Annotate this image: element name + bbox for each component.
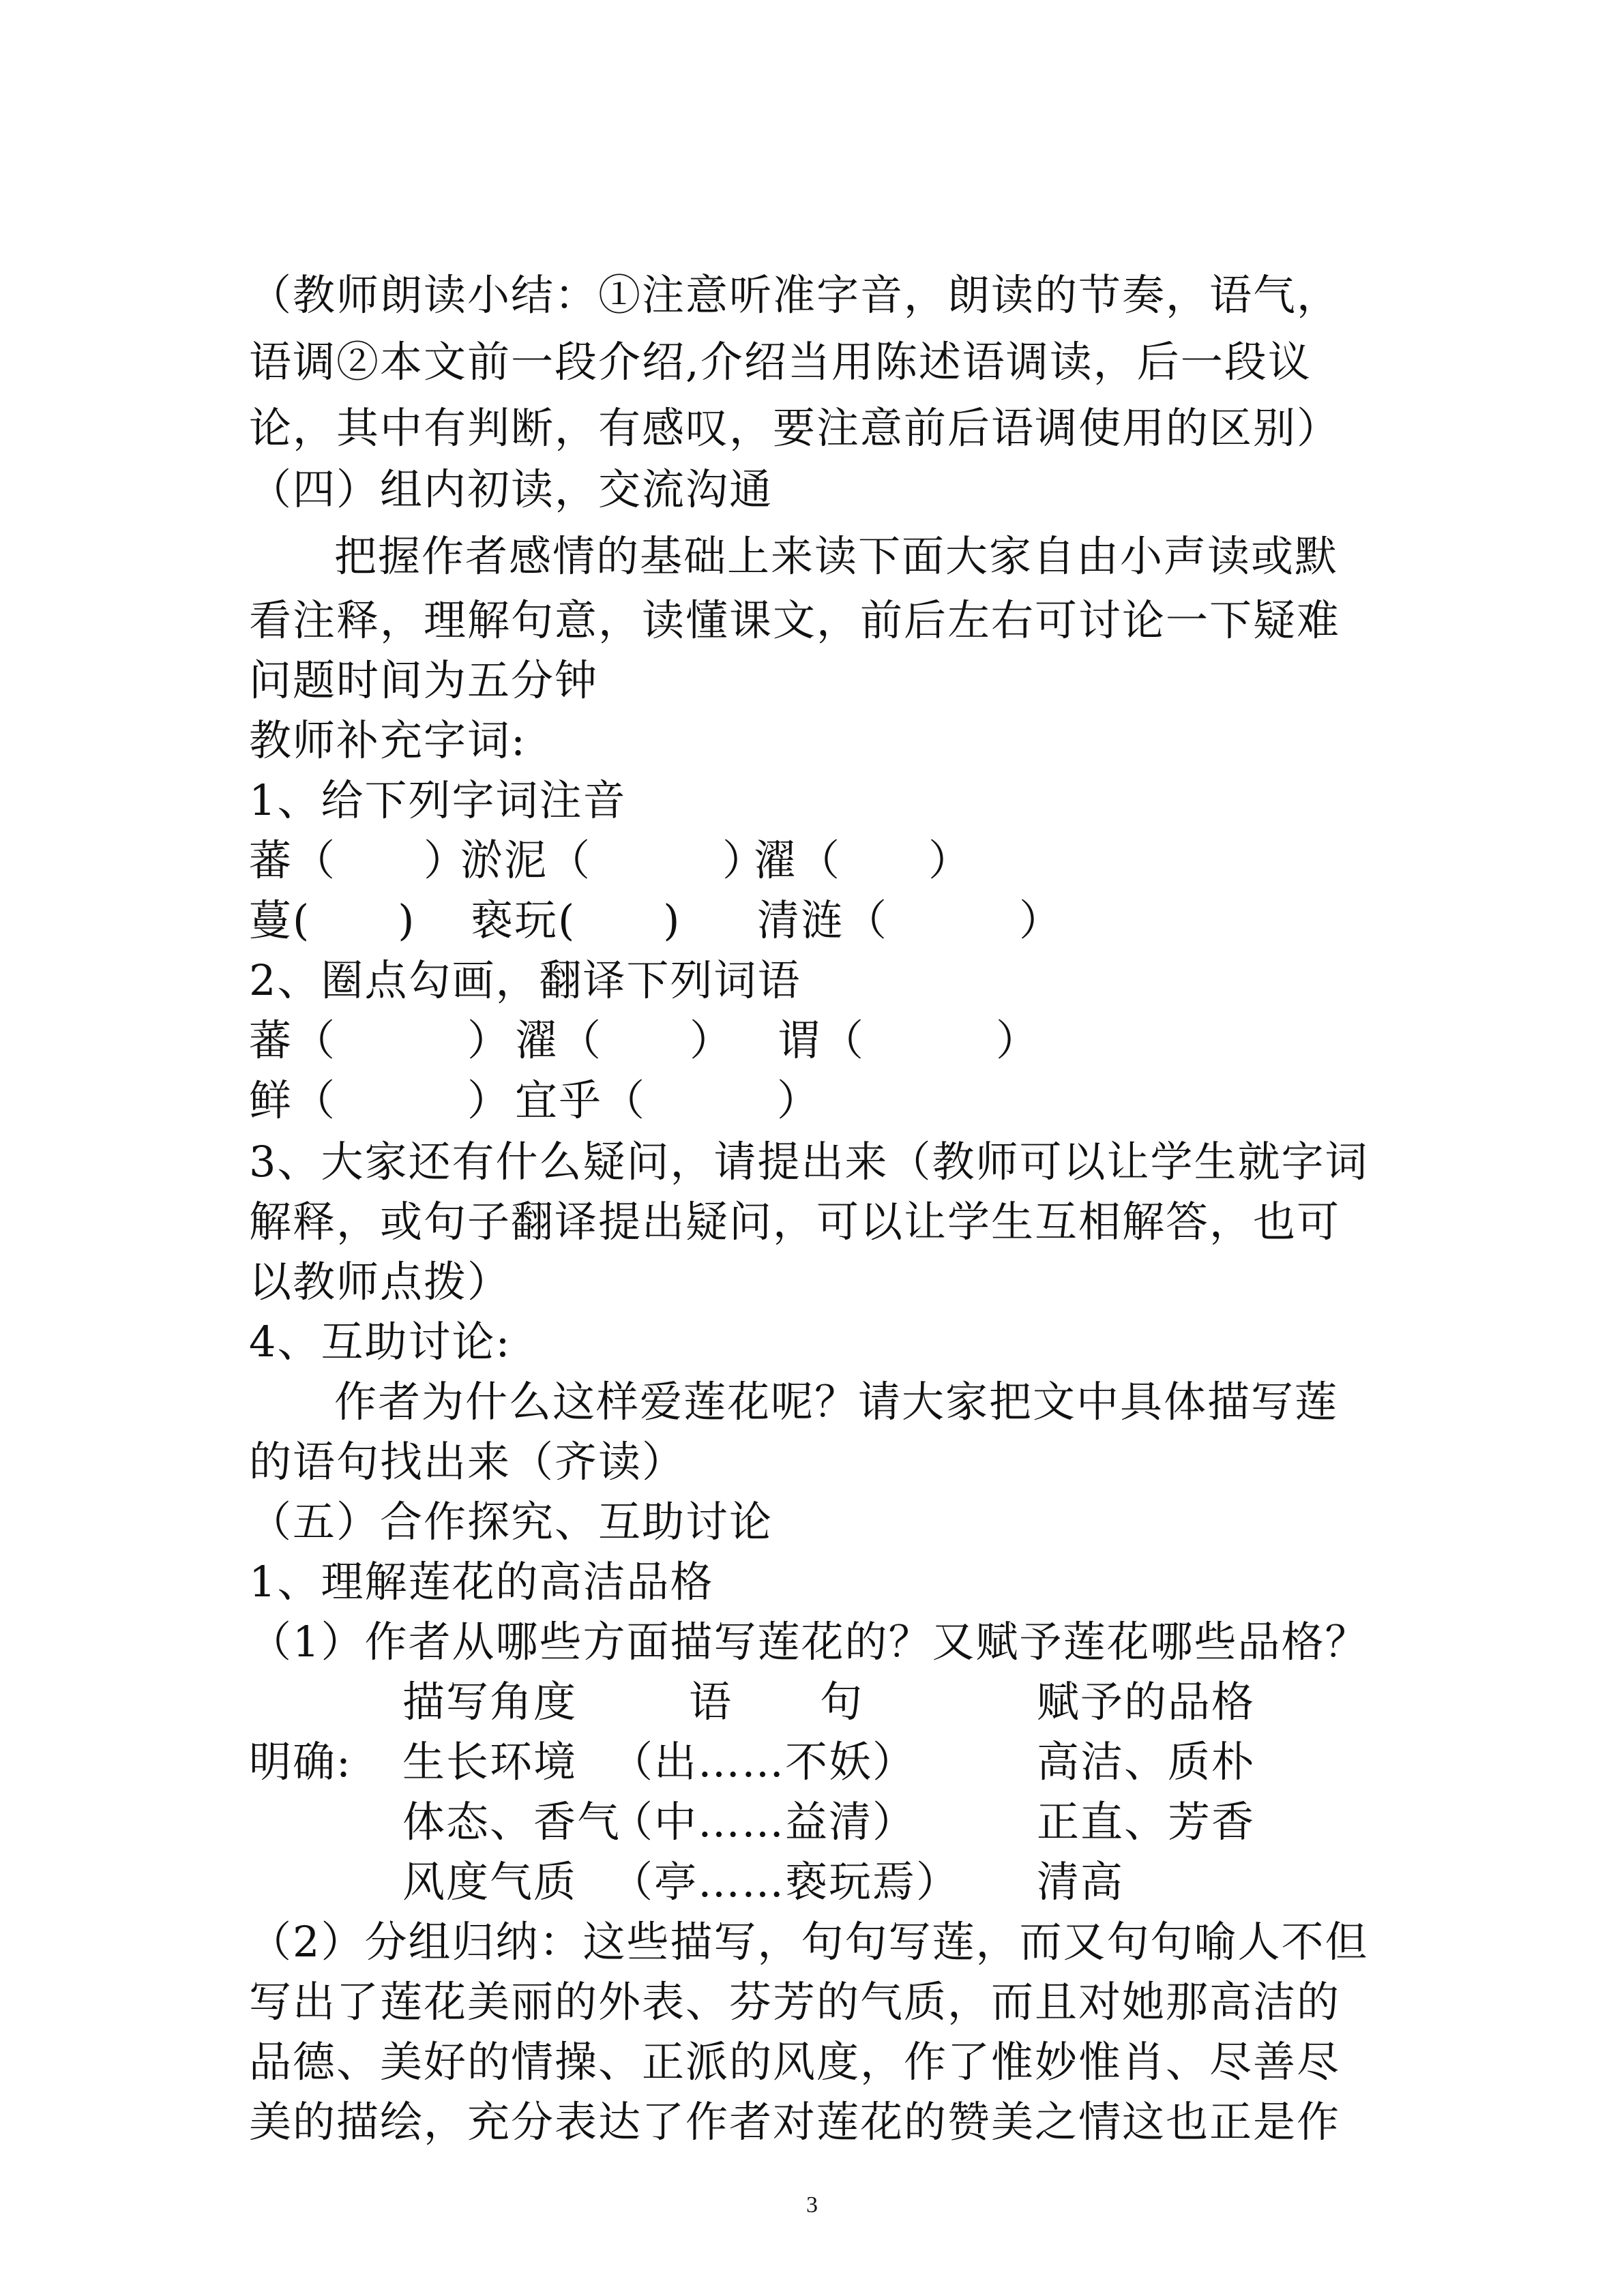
table-label: 明确: bbox=[249, 1737, 352, 1787]
paragraph-line: （1）作者从哪些方面描写莲花的？又赋予莲花哪些品格？ bbox=[249, 1617, 1369, 1667]
table-cell: 正直、芳香 bbox=[1037, 1797, 1256, 1847]
paragraph-line: 以教师点拨） bbox=[249, 1257, 512, 1307]
paragraph-line: 教师补充字词: bbox=[249, 715, 527, 765]
table-cell: 高洁、质朴 bbox=[1037, 1737, 1256, 1787]
paragraph-line: （教师朗读小结：①注意听准字音，朗读的节奏，语气， bbox=[249, 270, 1341, 320]
paragraph-line: 解释，或句子翻译提出疑问，可以让学生互相解答，也可 bbox=[249, 1197, 1341, 1247]
section-heading: （四）组内初读，交流沟通 bbox=[249, 464, 773, 514]
table-cell: 体态、香气 bbox=[402, 1797, 621, 1847]
paragraph-line: 把握作者感情的基础上来读下面大家自由小声读或默 bbox=[334, 531, 1339, 581]
exercise-heading: 1、给下列字词注音 bbox=[249, 775, 627, 825]
paragraph-line: 写出了莲花美丽的外表、芬芳的气质，而且对她那高洁的 bbox=[249, 1977, 1341, 2027]
table-header: 描写角度 bbox=[402, 1677, 578, 1727]
paragraph-line: 美的描绘，充分表达了作者对莲花的赞美之情这也正是作 bbox=[249, 2097, 1341, 2147]
blank-item: 蕃（ ） bbox=[249, 1015, 512, 1065]
table-cell: 清高 bbox=[1037, 1857, 1125, 1907]
blank-item: 淤泥（ ） bbox=[460, 835, 767, 885]
blank-item: 蕃（ ） bbox=[249, 835, 468, 885]
table-cell: （出……不妖） bbox=[610, 1737, 917, 1787]
exercise-heading: 2、圈点勾画，翻译下列词语 bbox=[249, 955, 801, 1005]
paragraph-line: 语调②本文前一段介绍,介绍当用陈述语调读，后一段议 bbox=[249, 337, 1312, 387]
paragraph-line: 作者为什么这样爱莲花呢？请大家把文中具体描写莲 bbox=[334, 1377, 1339, 1427]
table-cell: （亭……亵玩焉） bbox=[610, 1857, 960, 1907]
paragraph-line: 论，其中有判断，有感叹，要注意前后语调使用的区别） bbox=[249, 403, 1341, 453]
table-header: 赋予的品格 bbox=[1037, 1677, 1256, 1727]
section-heading: （五）合作探究、互助讨论 bbox=[249, 1497, 773, 1547]
table-cell: 风度气质 bbox=[402, 1857, 578, 1907]
table-cell: （中……益清） bbox=[610, 1797, 917, 1847]
blank-item: 蔓( ) bbox=[249, 895, 416, 945]
paragraph-line: （2）分组归纳：这些描写，句句写莲，而又句句喻人不但 bbox=[249, 1917, 1369, 1967]
table-cell: 生长环境 bbox=[402, 1737, 578, 1787]
paragraph-line: 的语句找出来（齐读） bbox=[249, 1437, 686, 1487]
paragraph-line: 3、大家还有什么疑问，请提出来（教师可以让学生就字词 bbox=[249, 1137, 1369, 1187]
blank-item: 鲜（ ） bbox=[249, 1075, 512, 1125]
blank-item: 濯（ ） bbox=[515, 1015, 734, 1065]
blank-item: 亵玩( ) bbox=[471, 895, 681, 945]
blank-item: 宜乎（ ） bbox=[515, 1075, 821, 1125]
exercise-heading: 4、互助讨论: bbox=[249, 1317, 512, 1367]
blank-item: 濯（ ） bbox=[754, 835, 973, 885]
exercise-heading: 1、理解莲花的高洁品格 bbox=[249, 1557, 714, 1607]
paragraph-line: 品德、美好的情操、正派的风度，作了惟妙惟肖、尽善尽 bbox=[249, 2037, 1341, 2087]
page-number: 3 bbox=[806, 2192, 818, 2218]
paragraph-line: 看注释，理解句意，读懂课文，前后左右可讨论一下疑难 bbox=[249, 595, 1341, 645]
paragraph-line: 问题时间为五分钟 bbox=[249, 655, 599, 705]
blank-item: 清涟（ ） bbox=[757, 895, 1063, 945]
table-header: 语 句 bbox=[689, 1677, 864, 1727]
blank-item: 谓（ ） bbox=[778, 1015, 1040, 1065]
